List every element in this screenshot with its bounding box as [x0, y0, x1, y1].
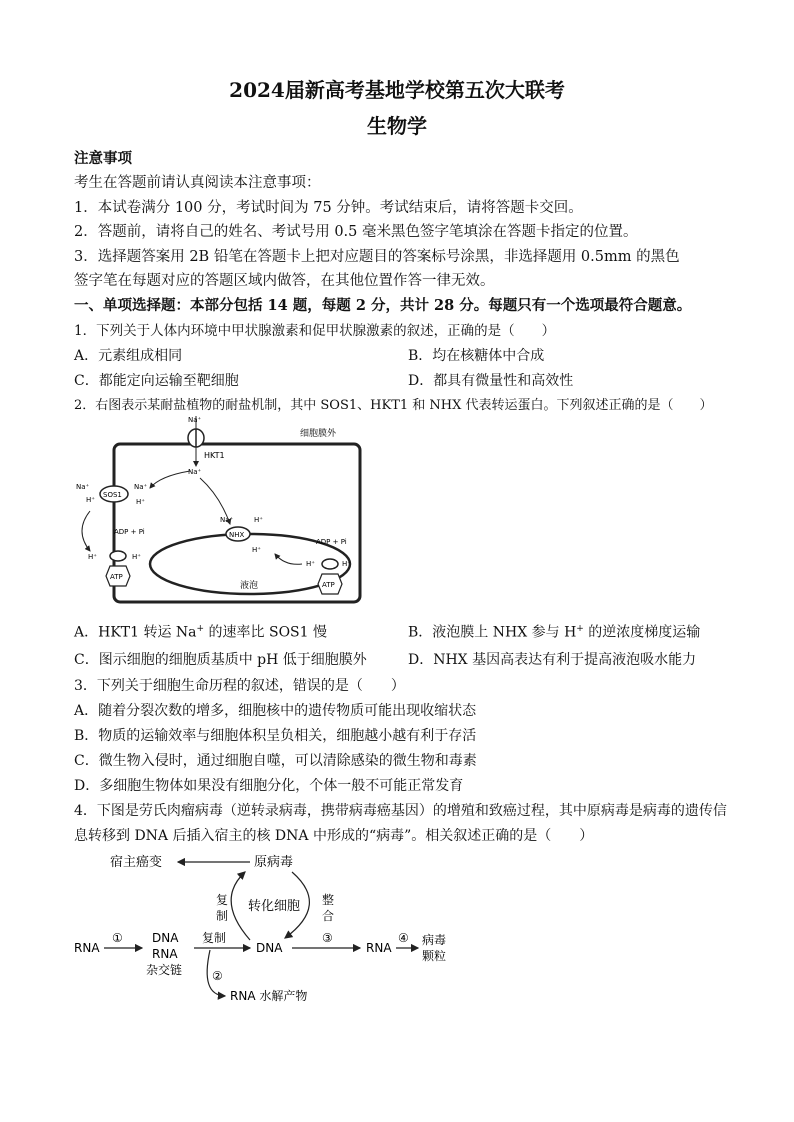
outside-label: 细胞膜外	[300, 429, 337, 439]
replicate-vertical-1: 复	[216, 893, 229, 907]
step-2-label: ②	[212, 969, 223, 983]
transform-cell-label: 转化细胞	[248, 899, 301, 914]
virus-label-1: 病毒	[422, 933, 447, 947]
q1-option-b: B．均在核糖体中合成	[408, 348, 545, 364]
section-1-heading: 一、单项选择题：本部分包括 14 题，每题 2 分，共计 28 分。每题只有一个选项最符合题意。	[74, 297, 692, 314]
atp-label-2: ATP	[322, 581, 335, 589]
q2-stem: 2．右图表示某耐盐植物的耐盐机制，其中 SOS1、HKT1 和 NHX 代表转运蛋白。下列叙述正确的是（ ）	[74, 398, 713, 413]
h-label-nhx-bottom: H⁺	[252, 546, 261, 554]
hybrid-chain-label: 杂交链	[146, 963, 183, 977]
notice-item-3-cont: 签字笔在每题对应的答题区域内做答，在其他位置作答一律无效。	[74, 273, 495, 289]
notice-item-3: 3．选择题答案用 2B 铅笔在答题卡上把对应题目的答案标号涂黑，非选择题用 0.5mm 的黑色	[74, 249, 680, 265]
integrate-vertical-2: 合	[322, 909, 335, 923]
na-label-top: Na⁺	[188, 416, 202, 424]
h-label-nhx-top: H⁺	[254, 516, 263, 524]
step-3-label: ③	[322, 931, 333, 945]
q2-option-a: A．HKT1 转运 Na+ 的速率比 SOS1 慢	[74, 624, 327, 641]
na-label-out: Na⁺	[76, 483, 90, 491]
notice-item-1: 1．本试卷满分 100 分，考试时间为 75 分钟。考试结束后，请将答题卡交回。	[74, 200, 583, 216]
notice-heading: 注意事项	[74, 150, 132, 167]
hybrid-rna-label: RNA	[152, 947, 178, 961]
rna-start-label: RNA	[74, 941, 100, 955]
step-1-label: ①	[112, 931, 123, 945]
hybrid-dna-label: DNA	[152, 931, 179, 945]
h-label-pump-out: H⁺	[88, 553, 97, 561]
sos1-label: SOS1	[103, 491, 122, 499]
notice-item-2: 2．答题前，请将自己的姓名、考试号用 0.5 毫米黑色签字笔填涂在答题卡指定的位置。	[74, 224, 638, 240]
q1-stem: 1．下列关于人体内环境中甲状腺激素和促甲状腺激素的叙述，正确的是（ ）	[74, 323, 556, 339]
exam-title: 2024届新高考基地学校第五次大联考	[229, 78, 565, 102]
replicate-vertical-2: 制	[216, 909, 229, 923]
h-label-sos1-in: H⁺	[136, 498, 145, 506]
na-label-hkt1: Na⁺	[188, 468, 202, 476]
q4-stem-line-2: 息转移到 DNA 后插入宿主的核 DNA 中形成的“病毒”。相关叙述正确的是（ ）	[74, 828, 594, 844]
q3-option-d: D．多细胞生物体如果没有细胞分化，个体一般不可能正常发育	[74, 778, 464, 794]
nhx-label: NHX	[229, 531, 245, 539]
na-label-nhx: Na⁺	[220, 516, 234, 524]
retrovirus-diagram	[70, 850, 470, 1010]
q3-option-a: A．随着分裂次数的增多，细胞核中的遗传物质可能出现收缩状态	[74, 703, 477, 719]
host-cancer-label: 宿主癌变	[110, 855, 163, 870]
na-label-in: Na⁺	[134, 483, 148, 491]
virus-label-2: 颗粒	[422, 949, 447, 963]
q3-option-c: C．微生物入侵时，通过细胞自噬，可以清除感染的微生物和毒素	[74, 753, 477, 769]
h-label-vac-out: H⁺	[342, 560, 351, 568]
subject-title: 生物学	[367, 114, 427, 138]
h-label-sos1-out: H⁺	[86, 496, 95, 504]
q2-option-c: C．图示细胞的细胞质基质中 pH 低于细胞膜外	[74, 652, 367, 668]
atp-label-1: ATP	[110, 573, 123, 581]
salt-tolerance-diagram	[70, 416, 370, 606]
replicate-label: 复制	[202, 931, 227, 945]
adp-label-1: ADP + Pi	[114, 528, 145, 536]
vacuole-label: 液泡	[240, 581, 259, 591]
q2-option-d: D．NHX 基因高表达有利于提高液泡吸水能力	[408, 652, 697, 668]
q3-stem: 3．下列关于细胞生命历程的叙述，错误的是（ ）	[74, 678, 405, 694]
hkt1-label: HKT1	[204, 451, 225, 460]
h-label-pump-in: H⁺	[132, 553, 141, 561]
provirus-label: 原病毒	[254, 855, 294, 870]
q2-option-b: B．液泡膜上 NHX 参与 H+ 的逆浓度梯度运输	[408, 624, 701, 641]
q1-option-a: A．元素组成相同	[74, 348, 183, 364]
proton-pump-membrane	[110, 551, 126, 561]
notice-intro: 考生在答题前请认真阅读本注意事项：	[74, 175, 321, 191]
q3-option-b: B．物质的运输效率与细胞体积呈负相关，细胞越小越有利于存活	[74, 728, 477, 744]
integrate-vertical-1: 整	[322, 893, 335, 907]
hydrolysis-label: RNA 水解产物	[230, 989, 308, 1003]
dna-label: DNA	[256, 941, 283, 955]
adp-label-2: ADP + Pi	[316, 538, 347, 546]
rna-end-label: RNA	[366, 941, 392, 955]
q1-option-c: C．都能定向运输至靶细胞	[74, 373, 239, 389]
h-label-vac-in: H⁺	[306, 560, 315, 568]
q1-option-d: D．都具有微量性和高效性	[408, 373, 574, 389]
q4-stem-line-1: 4．下图是劳氏肉瘤病毒（逆转录病毒，携带病毒癌基因）的增殖和致癌过程，其中原病毒是病毒的遗传信	[74, 803, 727, 819]
proton-pump-vacuole	[322, 559, 338, 569]
step-4-label: ④	[398, 931, 409, 945]
